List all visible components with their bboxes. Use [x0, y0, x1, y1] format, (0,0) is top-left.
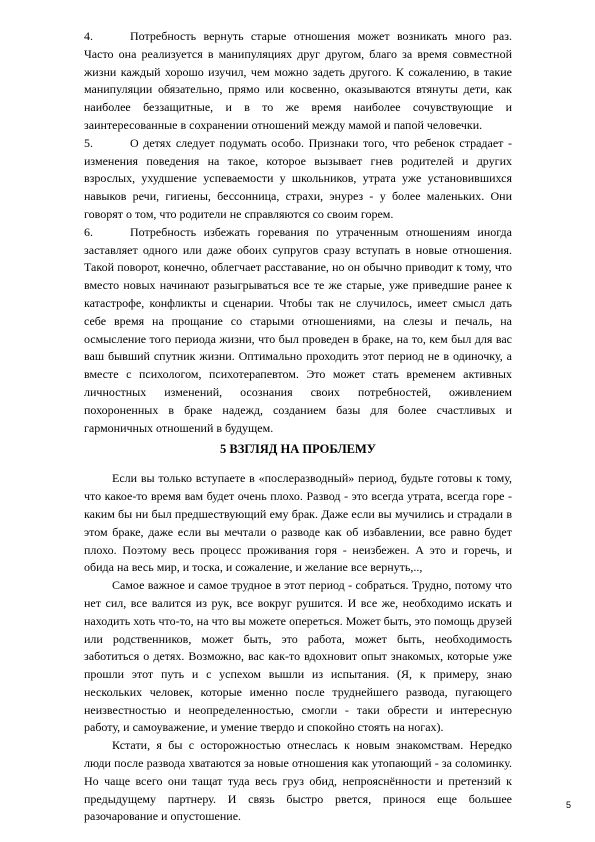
list-number: 6.: [84, 224, 93, 239]
list-number: 4.: [84, 29, 93, 43]
section-heading: 5 ВЗГЛЯД НА ПРОБЛЕМУ: [220, 442, 376, 457]
list-item-4: [84, 28, 512, 135]
list-text: Потребность избежать горевания по утраченным отношениям иногда заставляет одного или даже обоих супругов сразу вступать в новые отношения. Такой поворот, конечно, облегчает расставание, но он обычно приводит к тому, что вместо новых начинают разыгрываться все те же старые, уже приведшие ранее к катастрофе, конфликты и сценарии. Чтобы так не случилось, имеет смысл дать себе время на прощание со старыми отношениями, на слезы и печаль, на осмысление того периода жизни, что был проведен в браке, на то, кем был для вас ваш бывший спутник жизни. Оптимально проходить этот период не в одиночку, а вместе с психологом, психотерапевтом. Это может стать временем активных личностных изменений, осознания своих потребностей, оживлением похороненных в браке надежд, созданием базы для более счастливых и гармоничных отношений в будущем.: [84, 224, 512, 435]
list-text: О детях следует подумать особо. Признаки того, что ребенок страдает - изменения поведения на такое, которое вызывает гнев родителей и других взрослых, ухудшение успеваемости у школьников, утрата уже установившихся навыков речи, гигиены, бессонница, страхи, энурез - у более маленьких. Они говорят о том, что родители не справляются со своим горем.: [84, 135, 512, 221]
document-page: [84, 28, 512, 826]
body-paragraph: Кстати, я бы с осторожностью отнеслась к новым знакомствам. Нередко люди после развода хватаются за новые отношения как утопающий - за соломинку. Но чаще всего они тащат туда весь груз обид, непрояснённости и претензий к предыдущему партнеру. И связь быстро рвется, принося еще большее разочарование и опустошение.: [84, 738, 512, 824]
list-number: 5.: [84, 135, 93, 150]
list-item-6: [84, 224, 512, 438]
list-item-5: [84, 135, 512, 224]
list-text: Потребность вернуть старые отношения может возникать много раз. Часто она реализуется в манипуляциях друг другом, благо за время совместной жизни каждый хорошо изучил, чем можно задеть другого. К сожалению, в такие манипуляции обязательно, прямо или косвенно, оказываются втянуты дети, как наиболее беззащитные, и в то же время наиболее сочувствующие и заинтересованные в сохранении отношений между мамой и папой человечки.: [84, 29, 512, 132]
body-paragraph: Если вы только вступаете в «послеразводный» период, будьте готовы к тому, что какое-то время вам будет очень плохо. Развод - это всегда утрата, всегда горе - каким бы ни был предшествующий ему брак. Даже если вы мучились и страдали в этом браке, даже если вы мечтали о разводе как об избавлении, все равно будет плохо. Поэтому весь процесс проживания горя - неизбежен. А это и горечь, и обида на весь мир, и тоска, и сожаление, и желание все вернуть,..,: [84, 471, 512, 575]
body-paragraph: Самое важное и самое трудное в этот период - собраться. Трудно, потому что нет сил, все валится из рук, все вокруг рушится. И все же, необходимо искать и находить хоть что-то, на что вы можете опереться. Может быть, это помощь друзей или родственников, может быть, это работа, может быть, необходимость заботиться о детях. Возможно, вас как-то вдохновит опыт знакомых, которые уже прошли этот путь и с успехом вышли из испытания. (Я, к примеру, знаю нескольких человек, которые именно после труднейшего развода, пугающего неизвестностью и неопределенностью, смогли - таки обрести и интересную работу, и самоуважение, и умение твердо и спокойно стоять на ногах).: [84, 578, 512, 735]
page-number: 5: [565, 800, 571, 810]
